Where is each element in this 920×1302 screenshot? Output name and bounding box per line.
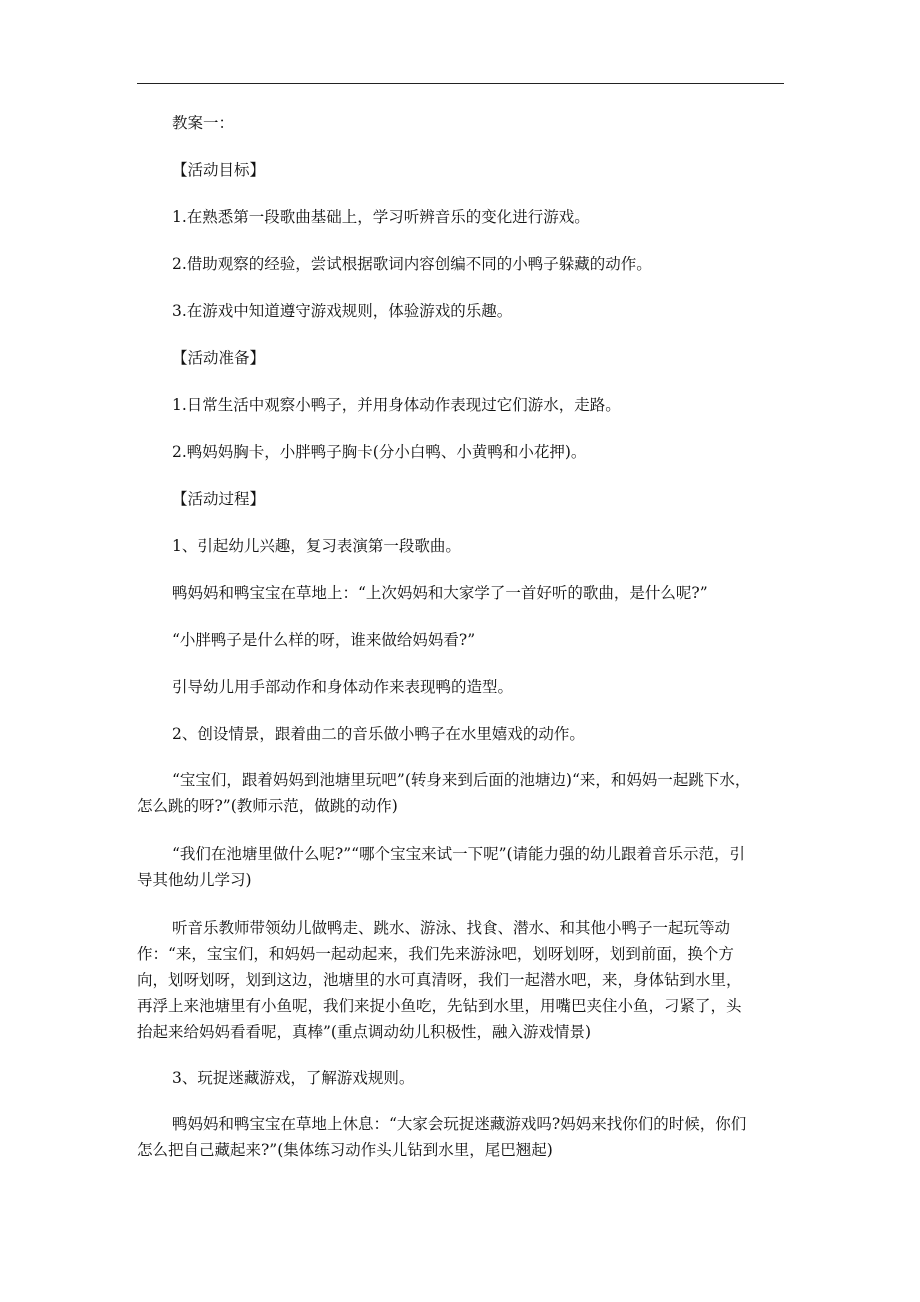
prep-1: 1.日常生活中观察小鸭子，并用身体动作表现过它们游水，走路。	[172, 396, 621, 414]
goal-2: 2.借助观察的经验，尝试根据歌词内容创编不同的小鸭子躲藏的动作。	[172, 255, 652, 273]
lesson-title: 教案一：	[172, 114, 235, 132]
section-heading-goals: 【活动目标】	[172, 161, 266, 179]
step-1-dialog-1: 鸭妈妈和鸭宝宝在草地上：“上次妈妈和大家学了一首好听的歌曲，是什么呢?”	[172, 584, 708, 602]
section-heading-preparation: 【活动准备】	[172, 349, 266, 367]
step-2-paragraph-1-text: “宝宝们，跟着妈妈到池塘里玩吧”(转身来到后面的池塘边)“来，和妈妈一起跳下水，怎么跳的呀?”(教师示范，做跳的动作)	[137, 771, 751, 815]
step-3-paragraph-1	[137, 1111, 753, 1163]
step-3: 3、玩捉迷藏游戏，了解游戏规则。	[172, 1069, 415, 1087]
step-3-paragraph-1-text: 鸭妈妈和鸭宝宝在草地上休息：“大家会玩捉迷藏游戏吗?妈妈来找你们的时候，你们怎么把自己藏起来?”(集体练习动作头儿钻到水里，尾巴翘起)	[137, 1115, 747, 1159]
header-rule	[137, 83, 784, 84]
section-heading-process: 【活动过程】	[172, 490, 266, 508]
goal-3: 3.在游戏中知道遵守游戏规则，体验游戏的乐趣。	[172, 302, 513, 320]
step-2-paragraph-1	[137, 767, 753, 819]
step-2: 2、创设情景，跟着曲二的音乐做小鸭子在水里嬉戏的动作。	[172, 725, 585, 743]
goal-1: 1.在熟悉第一段歌曲基础上，学习听辨音乐的变化进行游戏。	[172, 208, 590, 226]
step-1-guide: 引导幼儿用手部动作和身体动作来表现鸭的造型。	[172, 678, 514, 696]
step-2-paragraph-3-text: 听音乐教师带领幼儿做鸭走、跳水、游泳、找食、潜水、和其他小鸭子一起玩等动作：“来，宝宝们，和妈妈一起动起来，我们先来游泳吧，划呀划呀，划到前面，换个方向，划呀划呀，划到这边，池塘里的水可真清呀，我们一起潜水吧，来，身体钻到水里，再浮上来池塘里有小鱼呢，我们来捉小鱼吃，先钻到水里，用嘴巴夹住小鱼，刁紧了，头抬起来给妈妈看看呢，真棒”(重点调动幼儿积极性，融入游戏情景)	[137, 919, 742, 1041]
step-1: 1、引起幼儿兴趣，复习表演第一段歌曲。	[172, 537, 461, 555]
step-2-paragraph-2-text: “我们在池塘里做什么呢?”“哪个宝宝来试一下呢”(请能力强的幼儿跟着音乐示范，引导其他幼儿学习)	[137, 845, 746, 889]
prep-2: 2.鸭妈妈胸卡，小胖鸭子胸卡(分小白鸭、小黄鸭和小花押)。	[172, 443, 587, 461]
step-2-paragraph-3	[137, 915, 753, 1045]
step-2-paragraph-2	[137, 841, 753, 893]
step-1-dialog-2: “小胖鸭子是什么样的呀，谁来做给妈妈看?”	[172, 631, 476, 649]
document-body	[137, 112, 784, 1179]
